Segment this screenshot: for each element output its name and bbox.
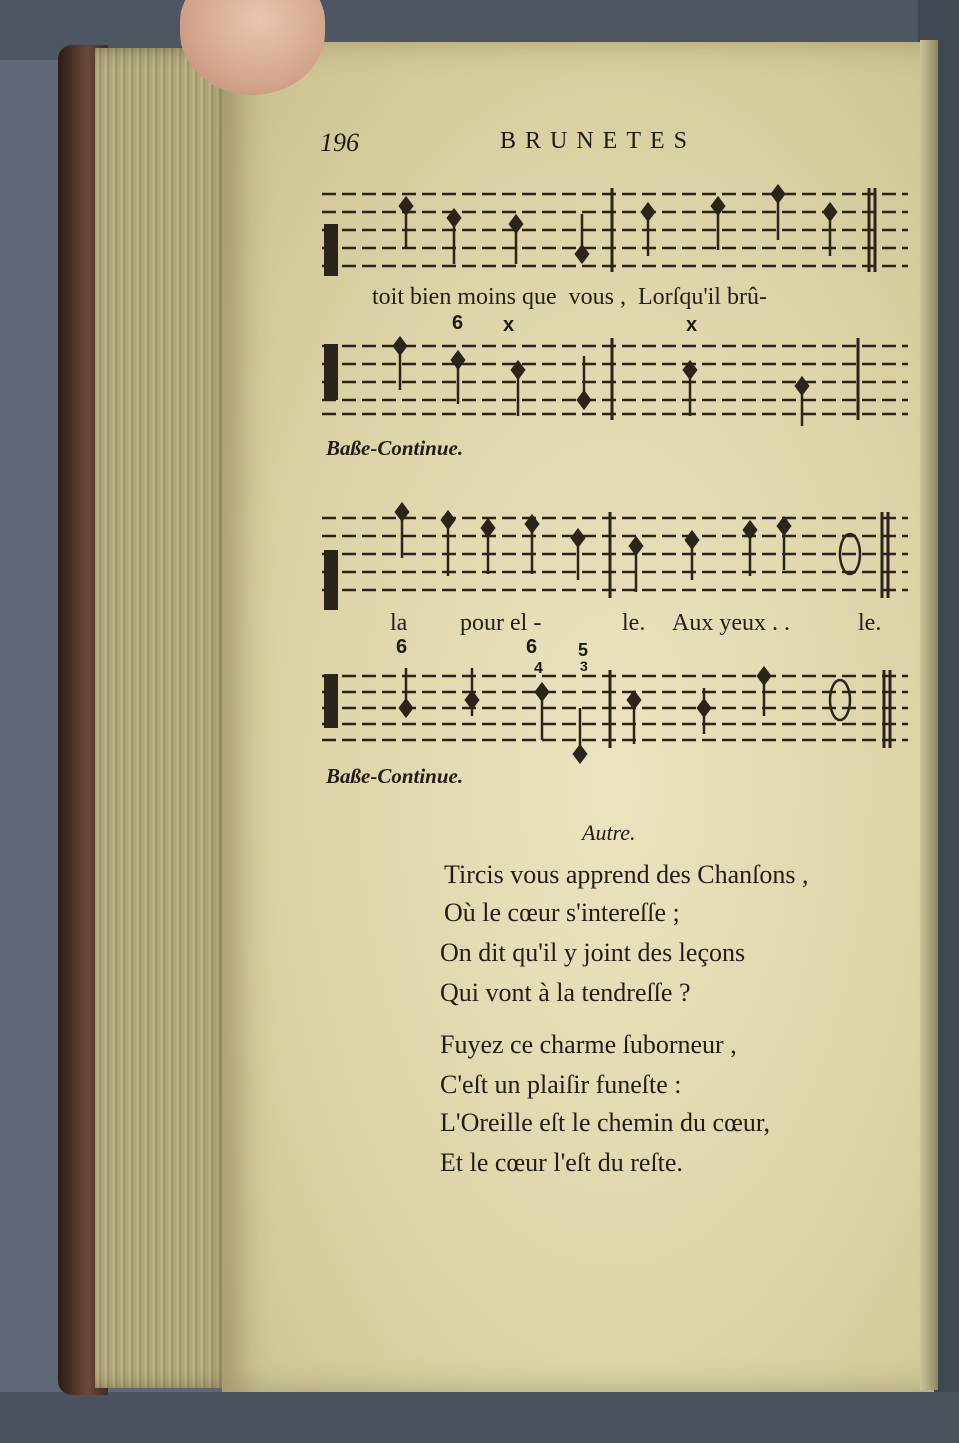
staff-notation-2	[322, 330, 908, 430]
figured-bass-number: 6	[452, 312, 464, 334]
page-edges	[95, 48, 235, 1388]
verse-line: Tircis vous apprend des Chanſons ,	[444, 860, 809, 889]
poem-title: Autre.	[582, 820, 636, 845]
lyric-syllable: pour el -	[460, 610, 542, 636]
figured-bass-sharp: x	[686, 314, 698, 336]
music-staff-voice-2	[322, 500, 908, 610]
lyric-syllable: la	[390, 610, 408, 636]
figured-bass-sharp: x	[503, 314, 515, 336]
staff-notation-4	[322, 664, 908, 764]
lyric-syllable: le.	[858, 610, 882, 636]
figured-bass-number: 6	[526, 636, 538, 658]
verse-line: Où le cœur s'intereſſe ;	[444, 898, 680, 927]
music-staff-bass-2	[322, 664, 908, 764]
verse-line: Fuyez ce charme ſuborneur ,	[440, 1030, 737, 1059]
running-title: BRUNETES	[500, 128, 697, 154]
verse-line: On dit qu'il y joint des leçons	[440, 938, 746, 967]
verse-line: C'eſt un plaiſir funeſte :	[440, 1070, 682, 1099]
lyric-syllable: Aux yeux . .	[672, 610, 790, 636]
basse-continue-label: Baße-Continue.	[326, 764, 464, 788]
staff-notation-3	[322, 500, 908, 610]
figured-bass-number: 5	[578, 640, 589, 660]
facing-page-edge	[920, 40, 938, 1390]
staff-notation-1	[322, 184, 908, 276]
music-staff-voice-1	[322, 184, 908, 276]
figured-bass-number: 6	[396, 636, 408, 658]
background-bottom	[0, 1392, 959, 1443]
lyrics-line-1: toit bien moins que vous , Lorſqu'il brû-	[372, 284, 767, 310]
verse-line: L'Oreille eſt le chemin du cœur,	[440, 1108, 770, 1137]
figured-bass-number: 3	[580, 658, 588, 674]
basse-continue-label: Baße-Continue.	[326, 436, 464, 460]
figured-bass-number: 4	[534, 660, 543, 677]
lyric-syllable: le.	[622, 610, 646, 636]
verse-line: Et le cœur l'eſt du reſte.	[440, 1148, 683, 1177]
music-staff-bass-1	[322, 330, 908, 430]
page-number: 196	[320, 128, 359, 157]
verse-line: Qui vont à la tendreſſe ?	[440, 978, 691, 1007]
